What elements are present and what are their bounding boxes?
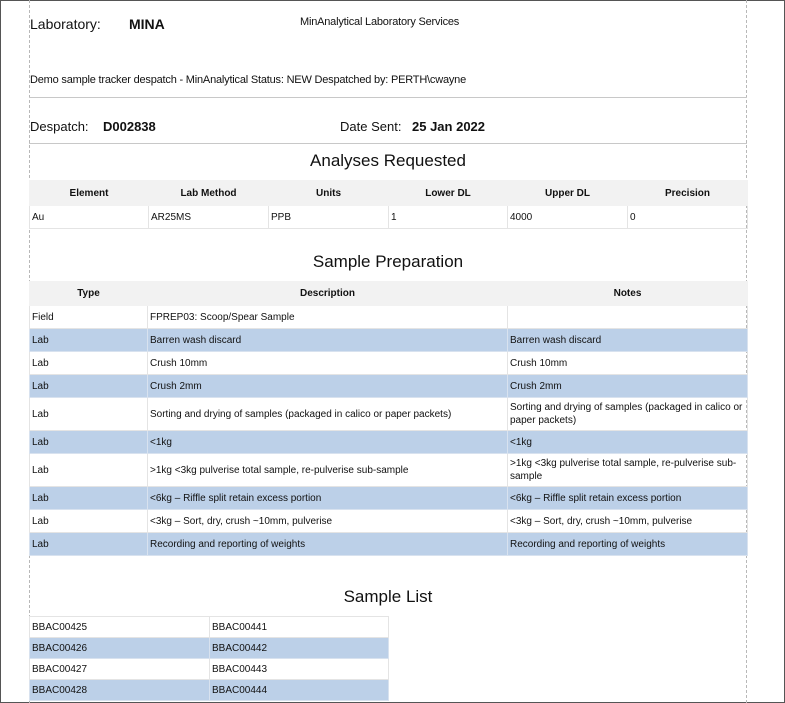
despatch-label: Despatch: (30, 119, 89, 134)
table-cell: BBAC00443 (210, 659, 389, 680)
table-cell: Barren wash discard (508, 329, 748, 352)
column-header: Precision (628, 181, 748, 206)
table-cell: BBAC00428 (30, 680, 210, 701)
table-cell: FPREP03: Scoop/Spear Sample (148, 306, 508, 329)
table-cell: <6kg – Riffle split retain excess portion (148, 487, 508, 510)
despatch-id: D002838 (103, 119, 156, 134)
table-row (30, 510, 748, 533)
table-row (30, 680, 389, 701)
table-cell: Crush 10mm (508, 352, 748, 375)
column-header: Description (148, 282, 508, 306)
table-row (30, 431, 748, 454)
table-row (30, 398, 748, 431)
table-cell: BBAC00441 (210, 617, 389, 638)
table-cell: Lab (30, 398, 148, 431)
table-cell: >1kg <3kg pulverise total sample, re-pulverise sub-sample (508, 454, 748, 487)
table-row (30, 617, 389, 638)
column-header: Notes (508, 282, 748, 306)
table-cell: <1kg (148, 431, 508, 454)
table-cell: Crush 2mm (508, 375, 748, 398)
table-cell (508, 306, 748, 329)
table-row (30, 375, 748, 398)
table-row (30, 329, 748, 352)
table-cell: <6kg – Riffle split retain excess portion (508, 487, 748, 510)
table-cell: Lab (30, 375, 148, 398)
table-cell: Sorting and drying of samples (packaged in calico or paper packets) (508, 398, 748, 431)
table-cell: <1kg (508, 431, 748, 454)
date-sent-label: Date Sent: (340, 119, 402, 134)
table-cell: 4000 (508, 206, 628, 229)
table-cell: Lab (30, 487, 148, 510)
table-cell: Lab (30, 352, 148, 375)
table-header-row (30, 181, 748, 206)
table-row (30, 206, 748, 229)
table-cell: >1kg <3kg pulverise total sample, re-pulverise sub-sample (148, 454, 508, 487)
table-cell: <3kg – Sort, dry, crush ~10mm, pulverise (508, 510, 748, 533)
table-cell: BBAC00444 (210, 680, 389, 701)
table-cell: Recording and reporting of weights (148, 533, 508, 556)
table-cell: Lab (30, 431, 148, 454)
divider (29, 143, 747, 144)
column-header: Element (30, 181, 149, 206)
table-row (30, 638, 389, 659)
table-row (30, 487, 748, 510)
table-cell: 0 (628, 206, 748, 229)
table-cell: BBAC00426 (30, 638, 210, 659)
table-cell: AR25MS (149, 206, 269, 229)
sample-list-table (29, 616, 389, 701)
table-cell: Crush 2mm (148, 375, 508, 398)
table-row (30, 352, 748, 375)
column-header: Units (269, 181, 389, 206)
table-cell: BBAC00442 (210, 638, 389, 659)
analyses-title: Analyses Requested (310, 151, 466, 170)
table-cell: Lab (30, 510, 148, 533)
table-cell: Au (30, 206, 149, 229)
date-sent-value: 25 Jan 2022 (412, 119, 486, 134)
table-row (30, 533, 748, 556)
table-cell: Lab (30, 533, 148, 556)
table-header-row (30, 282, 748, 306)
divider (29, 97, 747, 98)
analyses-table (29, 180, 748, 229)
table-cell: Recording and reporting of weights (508, 533, 748, 556)
laboratory-name: MinAnalytical Laboratory Services (300, 16, 460, 28)
table-cell: PPB (269, 206, 389, 229)
table-cell: Lab (30, 454, 148, 487)
table-row (30, 454, 748, 487)
prep-table (29, 281, 748, 556)
table-row (30, 659, 389, 680)
table-cell: BBAC00427 (30, 659, 210, 680)
table-cell: Sorting and drying of samples (packaged in calico or paper packets) (148, 398, 508, 431)
table-cell: Field (30, 306, 148, 329)
column-header: Upper DL (508, 181, 628, 206)
sample-list-title: Sample List (343, 587, 433, 606)
table-cell: Barren wash discard (148, 329, 508, 352)
column-header: Lab Method (149, 181, 269, 206)
prep-title: Sample Preparation (312, 252, 464, 271)
laboratory-code: MINA (129, 16, 165, 32)
table-row (30, 306, 748, 329)
table-cell: BBAC00425 (30, 617, 210, 638)
laboratory-label: Laboratory: (30, 16, 101, 32)
table-cell: Crush 10mm (148, 352, 508, 375)
table-cell: 1 (389, 206, 508, 229)
table-cell: <3kg – Sort, dry, crush ~10mm, pulverise (148, 510, 508, 533)
status-line: Demo sample tracker despatch - MinAnalytical Status: NEW Despatched by: PERTH\cwayne (30, 74, 467, 86)
table-cell: Lab (30, 329, 148, 352)
column-header: Type (30, 282, 148, 306)
column-header: Lower DL (389, 181, 508, 206)
